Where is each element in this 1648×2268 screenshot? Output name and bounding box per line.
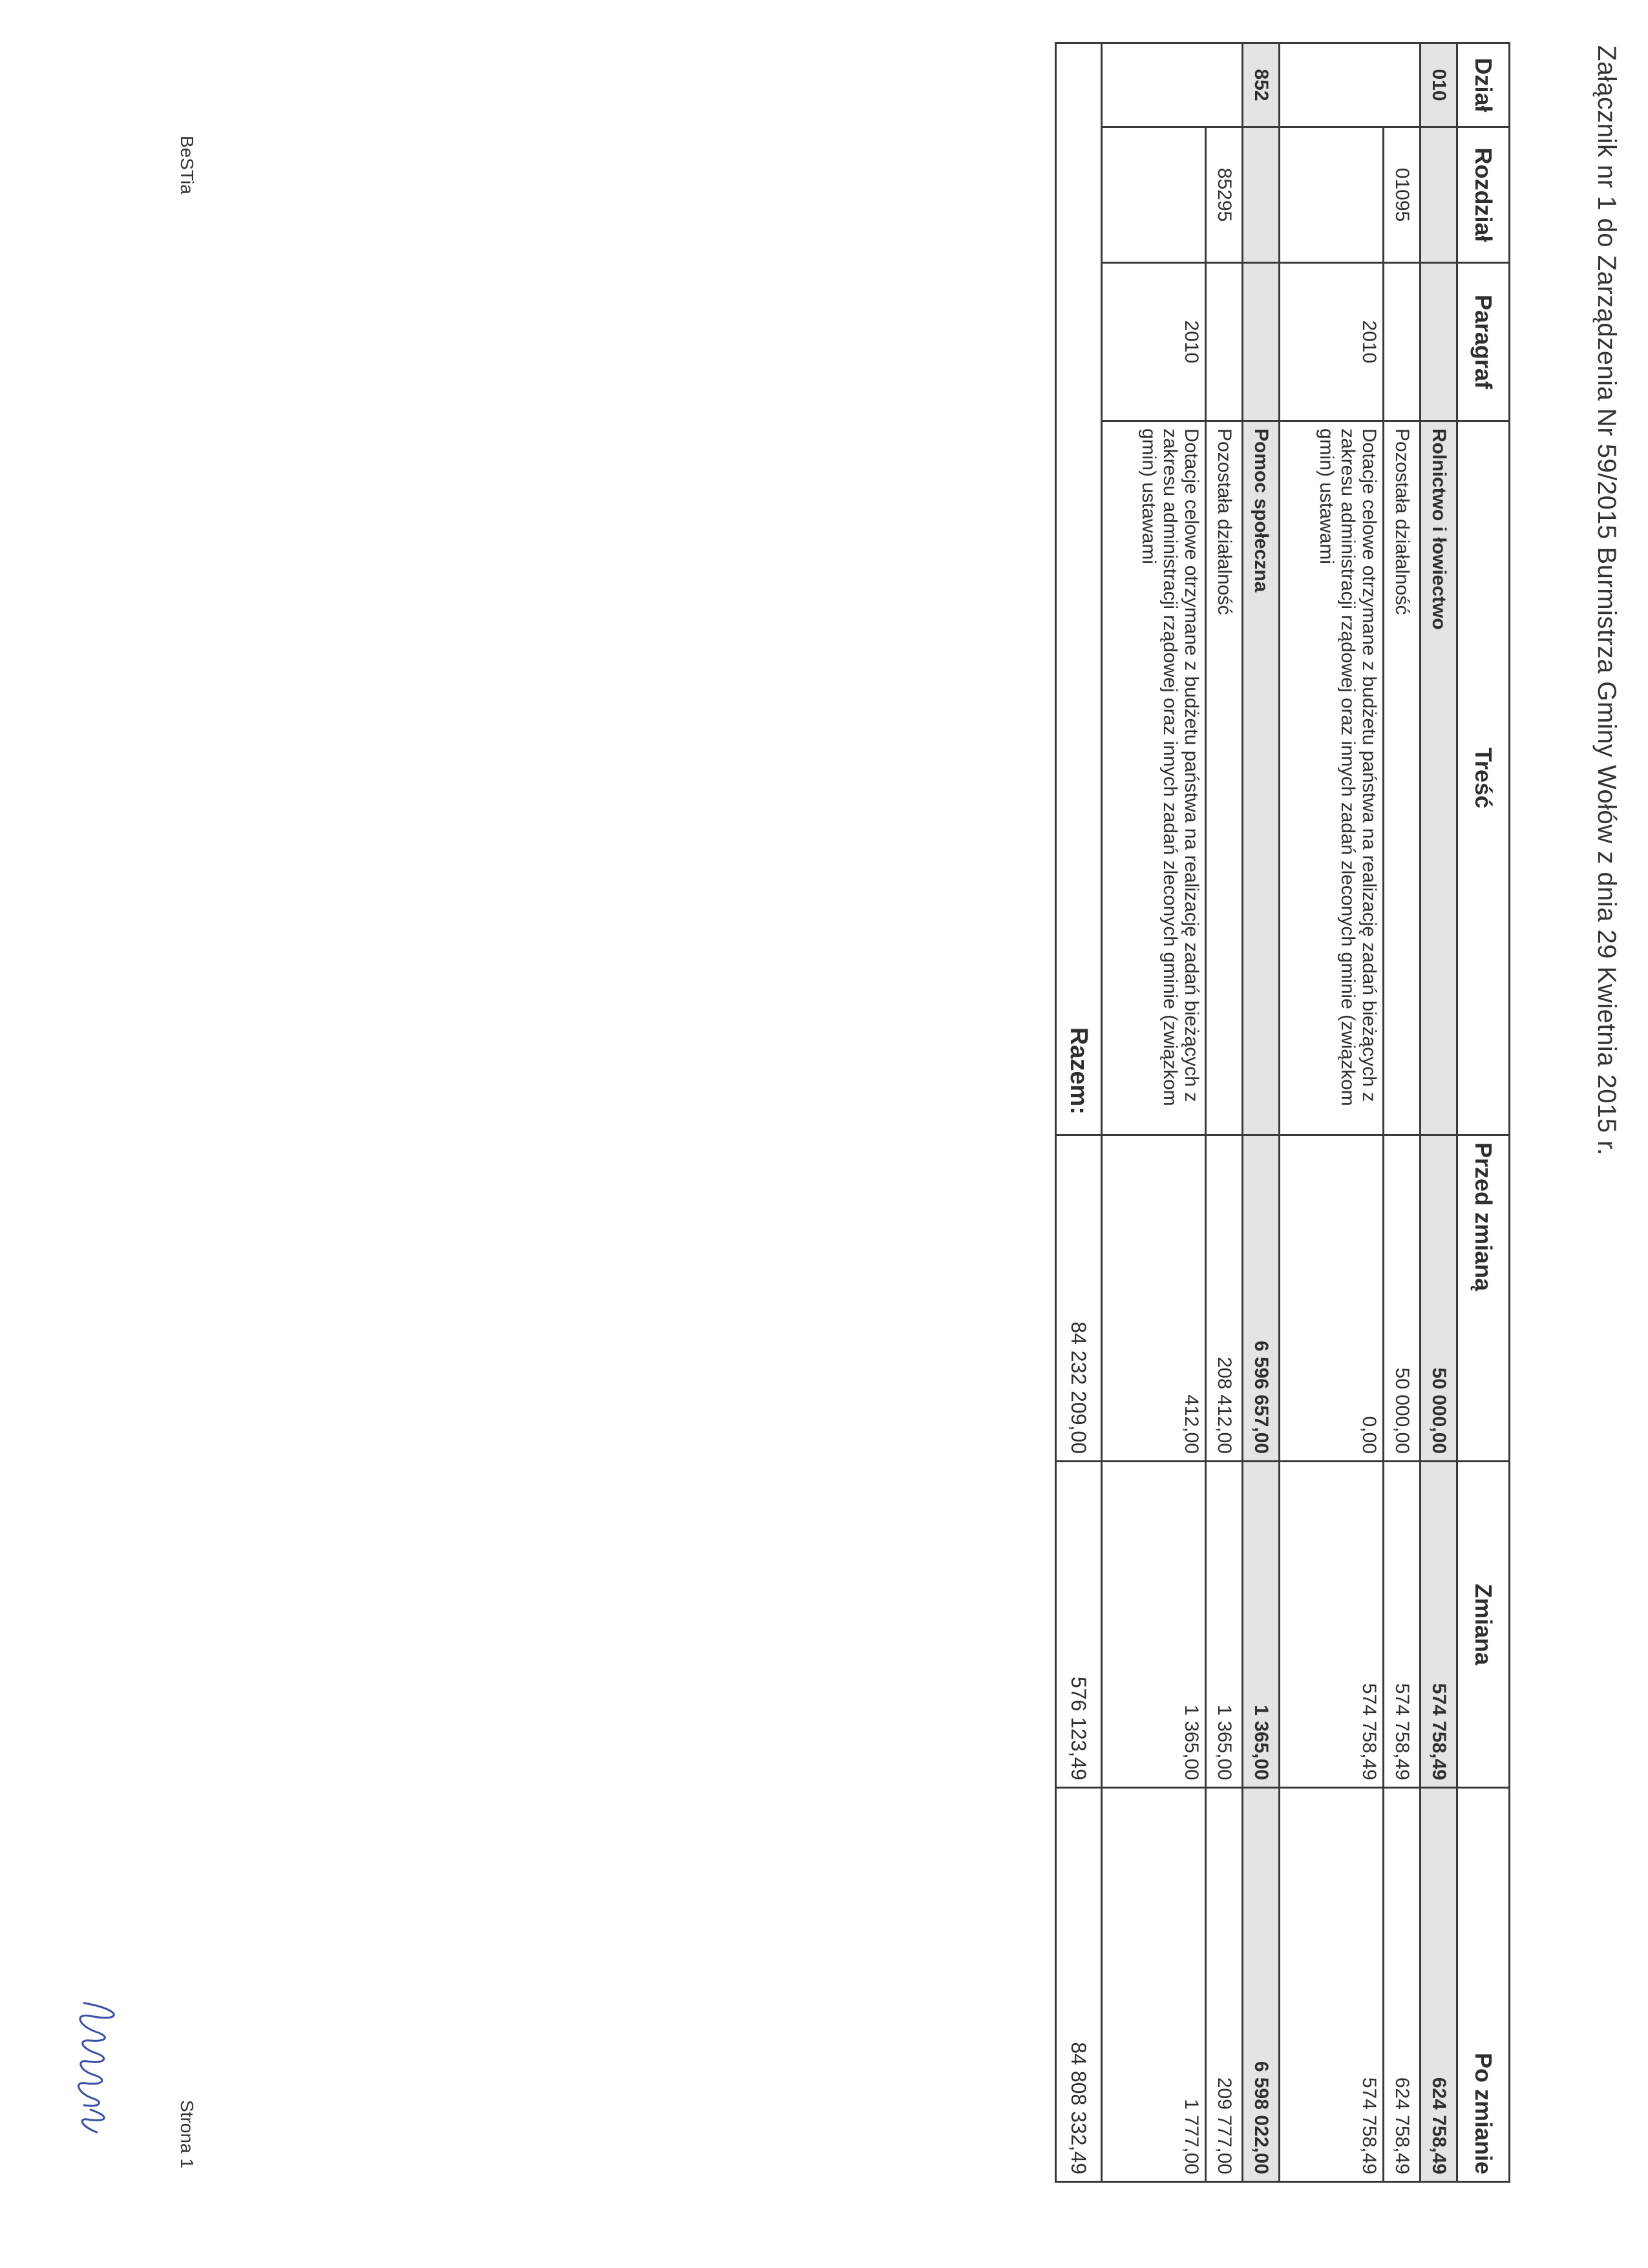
table-row: [1384, 43, 1421, 2182]
cell-przed-zmiana: 50 000,00: [1384, 1135, 1421, 1462]
total-po-zmianie: 84 808 332,49: [1056, 1788, 1102, 2182]
cell-po-zmianie: 6 598 022,00: [1243, 1788, 1280, 2182]
cell-zmiana: 1 365,00: [1206, 1462, 1243, 1788]
header-zmiana: Zmiana: [1457, 1462, 1510, 1788]
cell-po-zmianie: 624 758,49: [1421, 1788, 1457, 2182]
total-label: Razem:: [1056, 43, 1102, 1135]
table-header-row: [1457, 43, 1510, 2182]
document-title: Załącznik nr 1 do Zarządzenia Nr 59/2015 Burmistrza Gminy Wołów z dnia 29 Kwietnia 2015 r.: [1592, 45, 1621, 1156]
cell-po-zmianie: 624 758,49: [1384, 1788, 1421, 2182]
cell-tresc: Dotacje celowe otrzymane z budżetu państwa na realizację zadań bieżących z zakresu administracji rządowej oraz innych zadań zleconych gminie (związkom gmin) ustawami: [1102, 421, 1206, 1135]
cell-zmiana: 574 758,49: [1384, 1462, 1421, 1788]
cell-paragraf: 2010: [1102, 263, 1206, 421]
cell-rozdzial: [1280, 127, 1384, 263]
cell-rozdzial: [1243, 127, 1280, 263]
total-row: [1056, 43, 1102, 2182]
header-paragraf: Paragraf: [1457, 263, 1510, 421]
cell-paragraf: [1243, 263, 1280, 421]
cell-zmiana: 1 365,00: [1243, 1462, 1280, 1788]
total-zmiana: 576 123,49: [1056, 1462, 1102, 1788]
cell-paragraf: [1421, 263, 1457, 421]
cell-po-zmianie: 209 777,00: [1206, 1788, 1243, 2182]
cell-tresc: Pozostała działalność: [1206, 421, 1243, 1135]
cell-rozdzial: 85295: [1206, 127, 1243, 263]
table-row: [1102, 43, 1206, 2182]
cell-dzial: 852: [1243, 43, 1280, 127]
cell-tresc: Rolnictwo i łowiectwo: [1421, 421, 1457, 1135]
cell-zmiana: 574 758,49: [1280, 1462, 1384, 1788]
cell-tresc: Pomoc społeczna: [1243, 421, 1280, 1135]
cell-przed-zmiana: 208 412,00: [1206, 1135, 1243, 1462]
cell-przed-zmiana: 0,00: [1280, 1135, 1384, 1462]
budget-change-table: [1055, 42, 1510, 2183]
header-tresc: Treść: [1457, 421, 1510, 1135]
cell-po-zmianie: 1 777,00: [1102, 1788, 1206, 2182]
table-row: [1421, 43, 1457, 2182]
header-przed-zmiana: Przed zmianą: [1457, 1135, 1510, 1462]
table-row: [1206, 43, 1243, 2182]
cell-przed-zmiana: 412,00: [1102, 1135, 1206, 1462]
cell-zmiana: 1 365,00: [1102, 1462, 1206, 1788]
cell-przed-zmiana: 6 596 657,00: [1243, 1135, 1280, 1462]
header-rozdzial: Rozdział: [1457, 127, 1510, 263]
cell-paragraf: [1384, 263, 1421, 421]
header-po-zmianie: Po zmianie: [1457, 1788, 1510, 2182]
handwritten-signature: [65, 1997, 136, 2145]
total-przed-zmiana: 84 232 209,00: [1056, 1135, 1102, 1462]
cell-tresc: Dotacje celowe otrzymane z budżetu państwa na realizację zadań bieżących z zakresu administracji rządowej oraz innych zadań zleconych gminie (związkom gmin) ustawami: [1280, 421, 1384, 1135]
cell-przed-zmiana: 50 000,00: [1421, 1135, 1457, 1462]
footer-page-number: Strona 1: [177, 2100, 197, 2168]
cell-rozdzial: [1421, 127, 1457, 263]
table-row: [1243, 43, 1280, 2182]
cell-dzial: [1102, 43, 1243, 127]
cell-dzial: [1280, 43, 1421, 127]
cell-po-zmianie: 574 758,49: [1280, 1788, 1384, 2182]
cell-tresc: Pozostała działalność: [1384, 421, 1421, 1135]
table-row: [1280, 43, 1384, 2182]
cell-rozdzial: [1102, 127, 1206, 263]
cell-paragraf: 2010: [1280, 263, 1384, 421]
cell-rozdzial: 01095: [1384, 127, 1421, 263]
cell-zmiana: 574 758,49: [1421, 1462, 1457, 1788]
header-dzial: Dział: [1457, 43, 1510, 127]
cell-dzial: 010: [1421, 43, 1457, 127]
cell-paragraf: [1206, 263, 1243, 421]
footer-software-label: BeSTia: [177, 136, 197, 194]
